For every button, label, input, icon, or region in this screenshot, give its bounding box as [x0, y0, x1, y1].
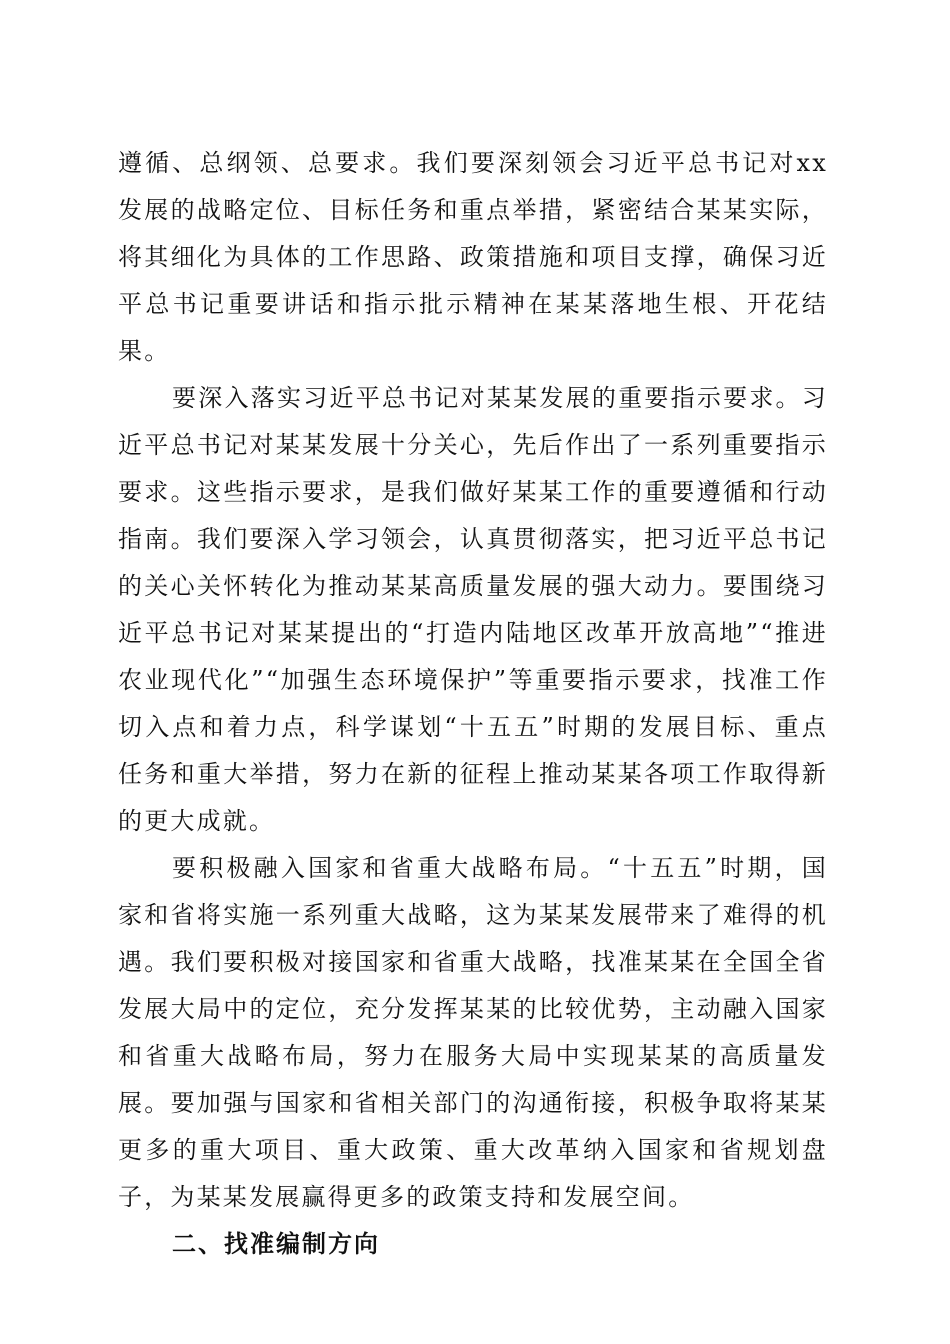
- paragraph-strategy: 要积极融入国家和省重大战略布局。“十五五”时期，国家和省将实施一系列重大战略，这为某某发展带来了难得的机遇。我们要积极对接国家和省重大战略，找准某某在全国全省发展大局中的定位，充分发挥某某的比较优势，主动融入国家和省重大战略布局，努力在服务大局中实现某某的高质量发展。要加强与国家和省相关部门的沟通衔接，积极争取将某某更多的重大项目、重大政策、重大改革纳入国家和省规划盘子，为某某发展赢得更多的政策支持和发展空间。: [118, 854, 828, 1211]
- paragraph-guidance: 要深入落实习近平总书记对某某发展的重要指示要求。习近平总书记对某某发展十分关心，先后作出了一系列重要指示要求。这些指示要求，是我们做好某某工作的重要遵循和行动指南。我们要深入学习领会，认真贯彻落实，把习近平总书记的关心关怀转化为推动某某高质量发展的强大动力。要围绕习近平总书记对某某提出的“打造内陆地区改革开放高地”“推进农业现代化”“加强生态环境保护”等重要指示要求，找准工作切入点和着力点，科学谋划“十五五”时期的发展目标、重点任务和重大举措，努力在新的征程上推动某某各项工作取得新的更大成就。: [118, 384, 828, 835]
- section-heading: 二、找准编制方向: [172, 1230, 380, 1258]
- document-body: [118, 140, 828, 1268]
- paragraph-continuation: 遵循、总纲领、总要求。我们要深刻领会习近平总书记对xx发展的战略定位、目标任务和重点举措，紧密结合某某实际，将其细化为具体的工作思路、政策措施和项目支撑，确保习近平总书记重要讲话和指示批示精神在某某落地生根、开花结果。: [118, 149, 828, 365]
